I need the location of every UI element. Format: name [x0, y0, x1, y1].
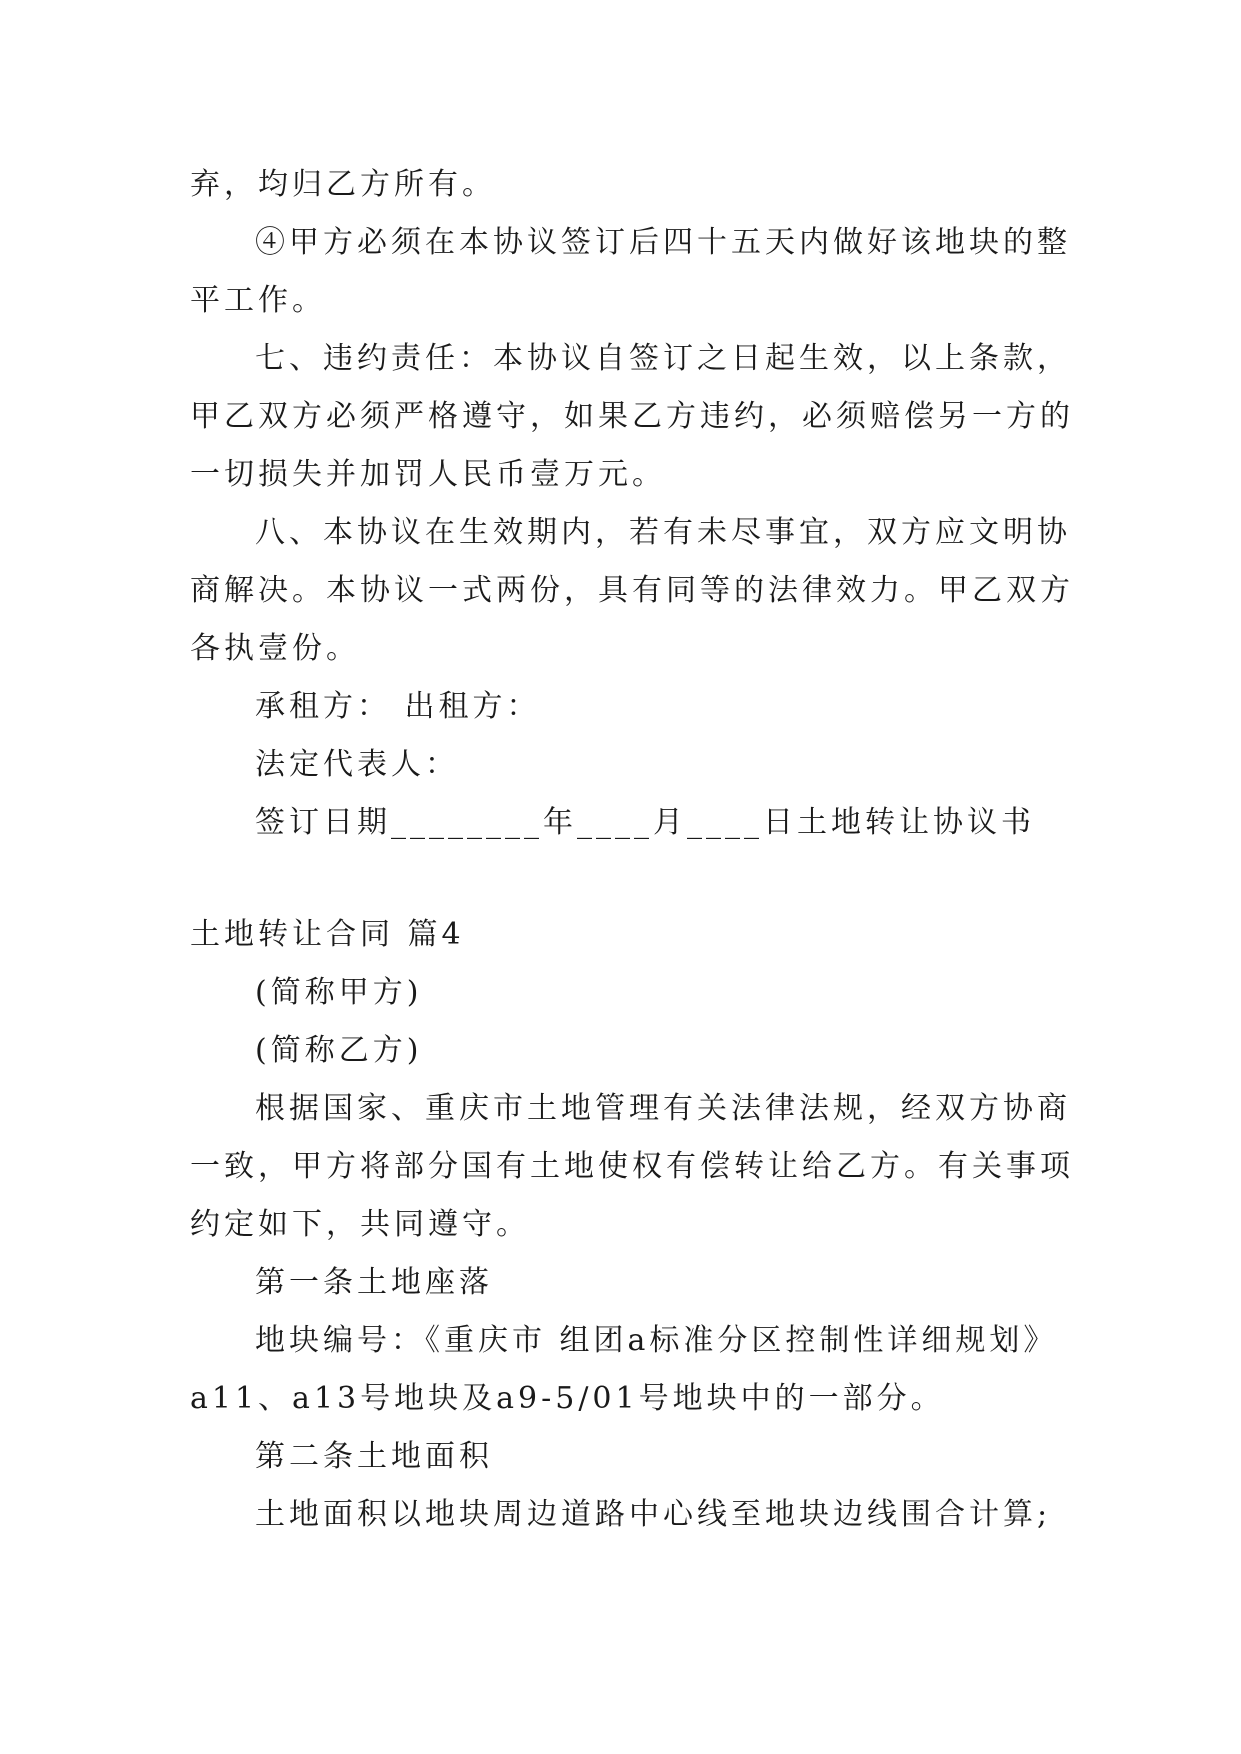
text-line: 各执壹份。	[190, 631, 360, 666]
signing-date-line: 签订日期________年____月____日土地转让协议书	[255, 805, 1035, 840]
text-line: 七、违约责任：本协议自签订之日起生效，以上条款，	[255, 341, 1071, 376]
text-line: 根据国家、重庆市土地管理有关法律法规，经双方协商	[255, 1091, 1071, 1126]
text-line: 商解决。本协议一式两份，具有同等的法律效力。甲乙双方	[190, 573, 1074, 608]
text-line: 土地面积以地块周边道路中心线至地块边线围合计算;	[255, 1497, 1052, 1532]
text-line: 弃，均归乙方所有。	[190, 167, 496, 202]
section-heading: 土地转让合同 篇4	[190, 917, 465, 952]
article-heading: 第一条土地座落	[255, 1265, 493, 1300]
text-line: ④甲方必须在本协议签订后四十五天内做好该地块的整	[255, 225, 1071, 260]
party-a-line: (简称甲方)	[255, 975, 423, 1010]
text-line: 约定如下，共同遵守。	[190, 1207, 530, 1242]
text-line: 八、本协议在生效期内，若有未尽事宜，双方应文明协	[255, 515, 1071, 550]
legal-representative-label: 法定代表人：	[255, 747, 459, 782]
text-line: 一切损失并加罚人民币壹万元。	[190, 457, 666, 492]
signature-party-labels: 承租方： 出租方：	[255, 689, 541, 724]
text-line: a11、a13号地块及a9-5/01号地块中的一部分。	[190, 1381, 945, 1416]
text-line: 甲乙双方必须严格遵守，如果乙方违约，必须赔偿另一方的	[190, 399, 1074, 434]
text-line: 一致，甲方将部分国有土地使权有偿转让给乙方。有关事项	[190, 1149, 1074, 1184]
party-b-line: (简称乙方)	[255, 1033, 423, 1068]
text-line: 平工作。	[190, 283, 326, 318]
article-heading: 第二条土地面积	[255, 1439, 493, 1474]
text-line: 地块编号：《重庆市 组团a标准分区控制性详细规划》	[255, 1323, 1058, 1358]
